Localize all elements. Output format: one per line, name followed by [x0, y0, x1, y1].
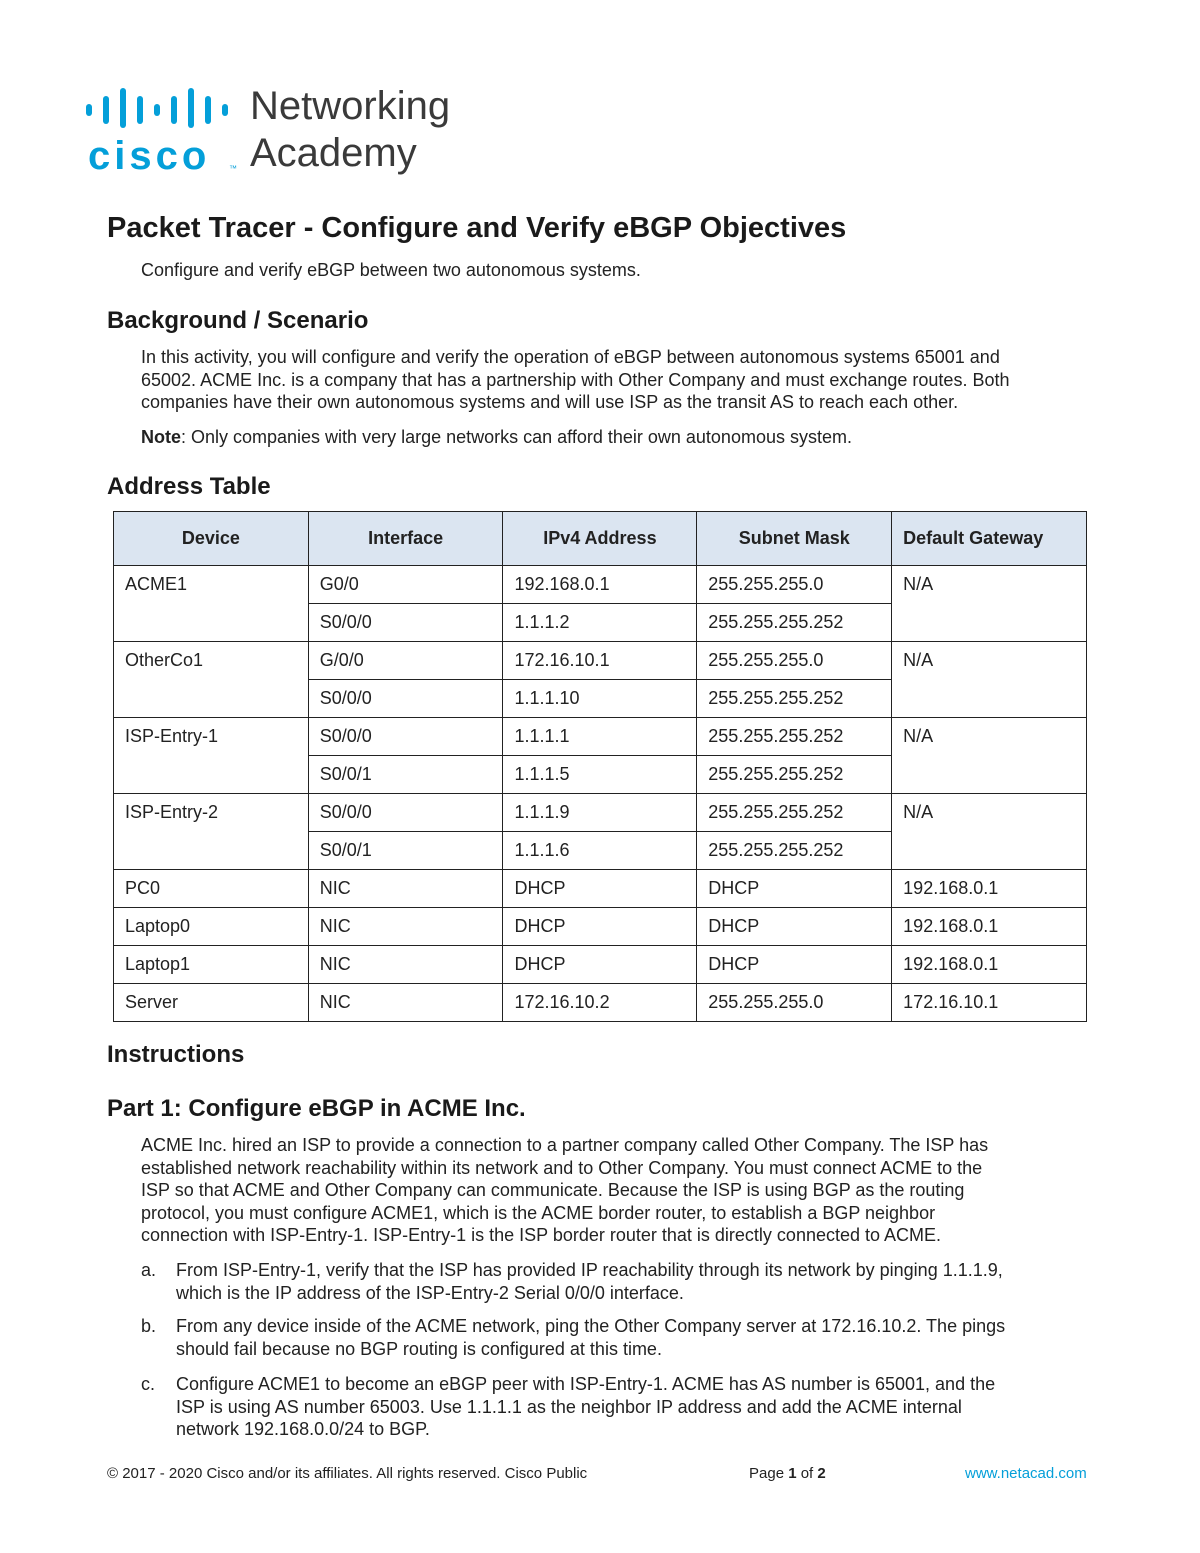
interface-cell: NIC	[308, 984, 503, 1022]
header-ipv4: IPv4 Address	[503, 512, 697, 566]
background-heading: Background / Scenario	[107, 307, 369, 334]
device-cell: OtherCo1	[114, 642, 309, 718]
interface-cell: NIC	[308, 908, 503, 946]
gateway-cell: N/A	[892, 794, 1087, 870]
interface-cell: NIC	[308, 870, 503, 908]
note-paragraph	[141, 426, 1101, 449]
footer-copyright: © 2017 - 2020 Cisco and/or its affiliates. All rights reserved. Cisco Public	[107, 1465, 588, 1482]
mask-cell: 255.255.255.252	[697, 718, 892, 756]
background-line: In this activity, you will configure and verify the operation of eBGP between autonomous systems 65001 and	[141, 347, 1000, 367]
device-cell: ACME1	[114, 566, 309, 642]
ip-cell: 1.1.1.5	[503, 756, 697, 794]
part1-paragraph	[141, 1134, 1101, 1247]
mask-cell: 255.255.255.252	[697, 794, 892, 832]
step-c	[141, 1373, 1091, 1441]
mask-cell: 255.255.255.0	[697, 984, 892, 1022]
step-letter: a.	[141, 1260, 157, 1280]
gateway-cell: N/A	[892, 642, 1087, 718]
step-b	[141, 1315, 1091, 1360]
table-row	[114, 642, 1087, 680]
interface-cell: G0/0	[308, 566, 503, 604]
step-line: Configure ACME1 to become an eBGP peer with ISP-Entry-1. ACME has AS number is 65001, and the	[176, 1374, 996, 1394]
mask-cell: 255.255.255.252	[697, 832, 892, 870]
device-cell: Laptop1	[114, 946, 309, 984]
trademark-mark: ™	[229, 164, 237, 173]
ip-cell: 1.1.1.10	[503, 680, 697, 718]
table-row	[114, 946, 1087, 984]
ip-cell: 1.1.1.6	[503, 832, 697, 870]
step-line: which is the IP address of the ISP-Entry-2 Serial 0/0/0 interface.	[176, 1282, 684, 1303]
page-total: 2	[817, 1465, 826, 1482]
background-line: companies have their own autonomous systems and will use ISP as the transit AS to reach each other.	[141, 392, 959, 412]
interface-cell: S0/0/0	[308, 718, 503, 756]
part1-line: ISP so that ACME and Other Company can communicate. Because the ISP is using BGP as the routing	[141, 1180, 965, 1200]
step-letter: b.	[141, 1316, 157, 1336]
logo-networking: Networking	[250, 84, 451, 128]
step-letter: c.	[141, 1374, 156, 1394]
gateway-cell: 192.168.0.1	[892, 946, 1087, 984]
device-cell: ISP-Entry-2	[114, 794, 309, 870]
ip-cell: 1.1.1.1	[503, 718, 697, 756]
interface-cell: G/0/0	[308, 642, 503, 680]
device-cell: ISP-Entry-1	[114, 718, 309, 794]
ip-cell: 1.1.1.2	[503, 604, 697, 642]
mask-cell: DHCP	[697, 946, 892, 984]
mask-cell: DHCP	[697, 908, 892, 946]
interface-cell: S0/0/1	[308, 832, 503, 870]
ip-cell: DHCP	[503, 908, 697, 946]
page-prefix: Page	[749, 1465, 789, 1482]
table-row	[114, 908, 1087, 946]
interface-cell: S0/0/0	[308, 604, 503, 642]
device-cell: Laptop0	[114, 908, 309, 946]
table-row	[114, 718, 1087, 756]
cisco-networking-academy-logo	[86, 84, 466, 178]
part1-line: ACME Inc. hired an ISP to provide a connection to a partner company called Other Company. The ISP has	[141, 1135, 989, 1155]
gateway-cell: N/A	[892, 718, 1087, 794]
ip-cell: DHCP	[503, 870, 697, 908]
step-a	[141, 1259, 1091, 1304]
interface-cell: NIC	[308, 946, 503, 984]
device-cell: Server	[114, 984, 309, 1022]
background-line: 65002. ACME Inc. is a company that has a partnership with Other Company and must exchange routes. Both	[141, 369, 1010, 390]
table-header-row	[114, 512, 1087, 566]
step-line: ISP is using AS number 65003. Use 1.1.1.1 as the neighbor IP address and add the ACME internal	[176, 1396, 962, 1417]
ip-cell: 172.16.10.1	[503, 642, 697, 680]
header-subnet: Subnet Mask	[697, 512, 892, 566]
step-line: From ISP-Entry-1, verify that the ISP has provided IP reachability through its network by pinging 1.1.1.9,	[176, 1260, 1003, 1280]
interface-cell: S0/0/0	[308, 680, 503, 718]
mask-cell: 255.255.255.252	[697, 604, 892, 642]
step-line: From any device inside of the ACME network, ping the Other Company server at 172.16.10.2. The pings	[176, 1316, 1006, 1336]
step-line: should fail because no BGP routing is configured at this time.	[176, 1338, 662, 1359]
footer-page-number	[749, 1465, 826, 1482]
cisco-bars-icon	[86, 88, 236, 128]
mask-cell: 255.255.255.0	[697, 642, 892, 680]
note-text: : Only companies with very large networks can afford their own autonomous system.	[181, 427, 852, 447]
ip-cell: DHCP	[503, 946, 697, 984]
instructions-heading: Instructions	[107, 1041, 245, 1068]
objective-text: Configure and verify eBGP between two autonomous systems.	[141, 260, 641, 280]
step-line: network 192.168.0.0/24 to BGP.	[176, 1419, 430, 1439]
header-gateway: Default Gateway	[892, 512, 1087, 566]
cisco-wordmark: cisco	[88, 134, 211, 178]
address-table-heading: Address Table	[107, 473, 271, 500]
mask-cell: DHCP	[697, 870, 892, 908]
part1-heading: Part 1: Configure eBGP in ACME Inc.	[107, 1095, 526, 1122]
address-table	[113, 511, 1087, 1022]
note-label: Note	[141, 427, 181, 447]
device-cell: PC0	[114, 870, 309, 908]
interface-cell: S0/0/1	[308, 756, 503, 794]
part1-line: established network reachability within its network and to Other Company. You must connect ACME to the	[141, 1157, 983, 1178]
page-current: 1	[788, 1465, 797, 1482]
part1-line: protocol, you must configure ACME1, which is the ACME border router, to establish a BGP neighbor	[141, 1202, 936, 1223]
ip-cell: 172.16.10.2	[503, 984, 697, 1022]
background-paragraph	[141, 346, 1101, 414]
interface-cell: S0/0/0	[308, 794, 503, 832]
page-title: Packet Tracer - Configure and Verify eBGP Objectives	[107, 212, 847, 244]
logo-academy: Academy	[250, 131, 417, 175]
gateway-cell: 192.168.0.1	[892, 870, 1087, 908]
gateway-cell: 192.168.0.1	[892, 908, 1087, 946]
table-row	[114, 984, 1087, 1022]
table-row	[114, 794, 1087, 832]
mask-cell: 255.255.255.252	[697, 680, 892, 718]
ip-cell: 192.168.0.1	[503, 566, 697, 604]
gateway-cell: 172.16.10.1	[892, 984, 1087, 1022]
mask-cell: 255.255.255.252	[697, 756, 892, 794]
part1-line: connection with ISP-Entry-1. ISP-Entry-1 is the ISP border router that is directly connected to ACME.	[141, 1225, 942, 1245]
gateway-cell: N/A	[892, 566, 1087, 642]
ip-cell: 1.1.1.9	[503, 794, 697, 832]
header-interface: Interface	[308, 512, 503, 566]
page-of: of	[796, 1465, 818, 1482]
mask-cell: 255.255.255.0	[697, 566, 892, 604]
table-row	[114, 870, 1087, 908]
table-row	[114, 566, 1087, 604]
footer-netacad-link[interactable]: www.netacad.com	[965, 1465, 1087, 1482]
header-device: Device	[114, 512, 309, 566]
